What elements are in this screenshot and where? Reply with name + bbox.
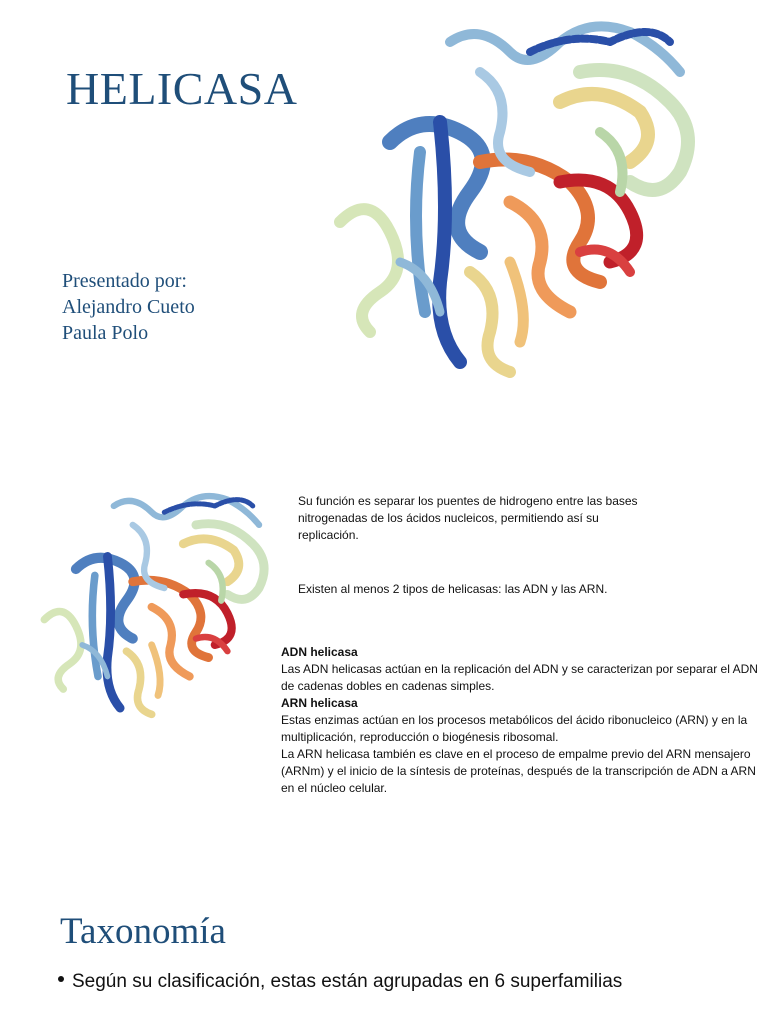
adn-heading: ADN helicasa <box>281 645 358 659</box>
helicase-details <box>281 644 761 797</box>
bullet-text: Según su clasificación, estas están agrupadas en 6 superfamilias <box>72 971 623 992</box>
arn-paragraph: Estas enzimas actúan en los procesos metabólicos del ácido ribonucleico (ARN) y en la multiplicación, reproducción o biogénesis ribosomal. <box>281 713 748 744</box>
function-paragraph: Su función es separar los puentes de hidrogeno entre las bases nitrogenadas de los ácidos nucleicos, permitiendo así su replicación. <box>298 494 638 542</box>
presenters-block <box>62 268 195 346</box>
section-title: Taxonomía <box>60 911 226 952</box>
slide-title <box>0 0 768 432</box>
bullet-icon <box>58 976 64 982</box>
adn-paragraph: Las ADN helicasas actúan en la replicación del ADN y se caracterizan por separar el ADN de cadenas dobles en cadenas simples. <box>281 662 758 693</box>
protein-structure-image <box>38 482 278 732</box>
protein-structure-image <box>330 12 710 392</box>
bullet-item <box>58 971 622 993</box>
presenter-name: Alejandro Cueto <box>62 296 195 318</box>
presenter-name: Paula Polo <box>62 322 149 344</box>
arn-paragraph-2: La ARN helicasa también es clave en el proceso de empalme previo del ARN mensajero (ARNm) y el inicio de la síntesis de proteínas, después de la transcripción de ADN a ARN en el núcleo celular. <box>281 747 756 795</box>
types-paragraph: Existen al menos 2 tipos de helicasas: las ADN y las ARN. <box>298 582 608 596</box>
presented-by-label: Presentado por: <box>62 270 187 292</box>
arn-heading: ARN helicasa <box>281 696 358 710</box>
page-title: HELICASA <box>66 63 298 114</box>
